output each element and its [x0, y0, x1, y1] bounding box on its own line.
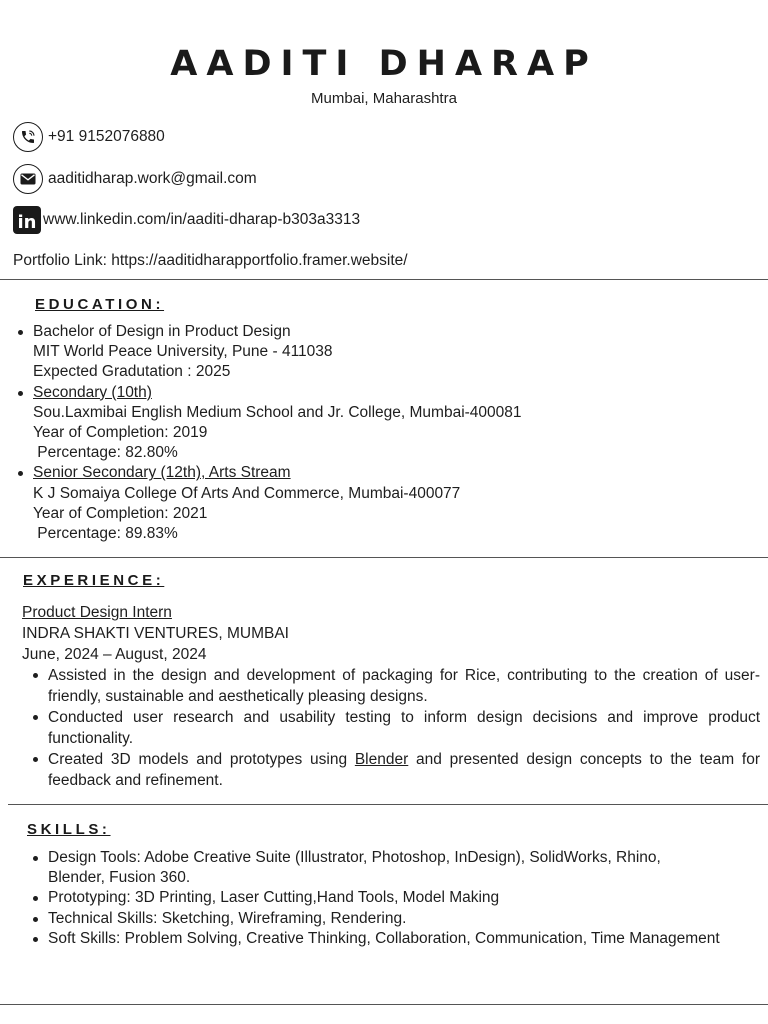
experience-bullet	[30, 749, 760, 791]
phone-row	[13, 122, 165, 152]
email-address[interactable]: aaditidharap.work@gmail.com	[48, 170, 257, 187]
experience-company: INDRA SHAKTI VENTURES, MUMBAI	[22, 625, 289, 642]
portfolio-link[interactable]: Portfolio Link: https://aaditidharapportfolio.framer.website/	[13, 252, 408, 269]
skills-list	[30, 848, 760, 949]
skill-item: Prototyping: 3D Printing, Laser Cutting,Hand Tools, Model Making	[30, 888, 760, 908]
education-line: Sou.Laxmibai English Medium School and Jr. College, Mumbai-400081	[33, 403, 522, 421]
email-row	[13, 164, 257, 194]
divider-2	[0, 557, 768, 558]
education-heading: EDUCATION:	[35, 296, 165, 313]
education-line: Year of Completion: 2019	[33, 424, 208, 442]
skill-item: Technical Skills: Sketching, Wireframing, Rendering.	[30, 909, 760, 929]
education-line: Percentage: 82.80%	[33, 444, 178, 462]
experience-dates: June, 2024 – August, 2024	[22, 646, 207, 663]
mail-icon	[13, 164, 43, 194]
linkedin-url[interactable]: www.linkedin.com/in/aaditi-dharap-b303a3313	[43, 211, 361, 228]
resume-name: AADITI DHARAP	[170, 44, 598, 84]
bullet-text: Created 3D models and prototypes using	[48, 751, 355, 768]
experience-bullet: Conducted user research and usability testing to inform design decisions and improve product functionality.	[30, 707, 760, 749]
experience-bullet: Assisted in the design and development of packaging for Rice, contributing to the creation of user-friendly, sustainable and aesthetically pleasing designs.	[30, 665, 760, 707]
linkedin-icon: in	[13, 206, 41, 234]
skill-item: Design Tools: Adobe Creative Suite (Illustrator, Photoshop, InDesign), SolidWorks, Rhino, Blender, Fusion 360.	[30, 848, 760, 888]
bullet-text: and presented design concepts to the team for feedback and refinement.	[48, 751, 760, 789]
divider-1	[0, 279, 768, 280]
phone-icon	[13, 122, 43, 152]
location: Mumbai, Maharashtra	[311, 90, 457, 107]
experience-entry	[22, 602, 289, 665]
education-title: Bachelor of Design in Product Design	[33, 323, 291, 340]
education-title: Senior Secondary (12th), Arts Stream	[33, 464, 291, 482]
phone-number: +91 9152076880	[48, 128, 165, 145]
education-line: Percentage: 89.83%	[33, 525, 178, 543]
experience-bullets	[30, 665, 760, 791]
divider-4	[0, 1004, 768, 1005]
education-item	[14, 463, 754, 544]
education-line: Year of Completion: 2021	[33, 504, 208, 522]
blender-link[interactable]: Blender	[354, 751, 409, 768]
skills-heading: SKILLS:	[27, 821, 111, 838]
education-line: MIT World Peace University, Pune - 411038	[33, 343, 333, 361]
skill-item: Soft Skills: Problem Solving, Creative Thinking, Collaboration, Communication, Time Management	[30, 929, 760, 949]
education-item	[14, 383, 754, 464]
experience-role: Product Design Intern	[22, 604, 172, 621]
linkedin-row	[13, 206, 360, 234]
education-item	[14, 322, 754, 383]
education-line: Expected Gradutation : 2025	[33, 363, 231, 381]
experience-heading: EXPERIENCE:	[23, 572, 165, 589]
education-list	[14, 322, 754, 544]
divider-3	[8, 804, 768, 805]
education-line: K J Somaiya College Of Arts And Commerce, Mumbai-400077	[33, 484, 461, 502]
education-title: Secondary (10th)	[33, 383, 152, 401]
